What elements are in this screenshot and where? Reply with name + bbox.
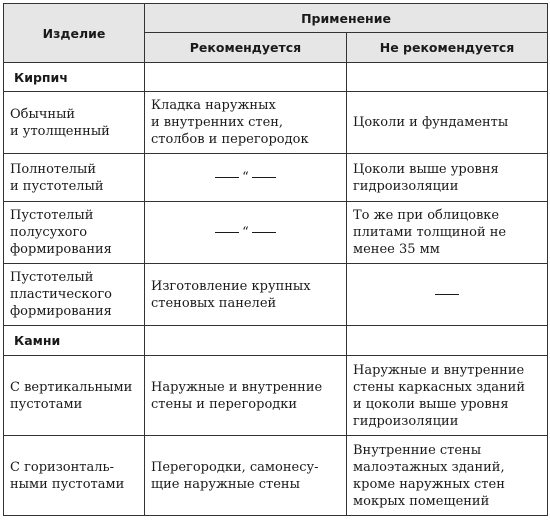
- product-cell: Пустотелый пластического формирования: [4, 264, 145, 326]
- product-cell: Обычный и утолщенный: [4, 92, 145, 154]
- table-row: [4, 264, 548, 326]
- recommended-cell: [145, 154, 347, 202]
- recommended-cell: Перегородки, самонесу- щие наружные стены: [145, 436, 347, 516]
- table-row: [4, 92, 548, 154]
- section-row-stones: [4, 326, 548, 356]
- dash-mark: [252, 177, 276, 178]
- header-not-recommended: Не рекомендуется: [347, 33, 548, 63]
- header-product: Изделие: [4, 4, 145, 63]
- section-brick: Кирпич: [4, 63, 145, 92]
- recommended-cell: Кладка наружных и внутренних стен, столбов и перегородок: [145, 92, 347, 154]
- dash-mark: [215, 177, 239, 178]
- brick-stone-application-table: [3, 3, 548, 516]
- product-cell: С вертикальными пустотами: [4, 356, 145, 436]
- ditto-mark: “: [242, 225, 249, 240]
- recommended-cell: Наружные и внутренние стены и перегородки: [145, 356, 347, 436]
- ditto-mark: “: [242, 170, 249, 185]
- table-row: [4, 202, 548, 264]
- product-cell: С горизонталь- ными пустотами: [4, 436, 145, 516]
- product-cell: Пустотелый полусухого формирования: [4, 202, 145, 264]
- product-cell: Полнотелый и пустотелый: [4, 154, 145, 202]
- recommended-cell: [145, 202, 347, 264]
- table-row: [4, 154, 548, 202]
- dash-mark: [252, 232, 276, 233]
- table-row: [4, 436, 548, 516]
- not-recommended-cell: Цоколи выше уровня гидроизоляции: [347, 154, 548, 202]
- dash-mark: [435, 294, 459, 295]
- not-recommended-cell: Наружные и внутренние стены каркасных зданий и цоколи выше уровня гидроизоляции: [347, 356, 548, 436]
- table-row: [4, 356, 548, 436]
- section-row-brick: [4, 63, 548, 92]
- header-recommended: Рекомендуется: [145, 33, 347, 63]
- header-row-1: [4, 4, 548, 33]
- header-application: Применение: [145, 4, 548, 33]
- not-recommended-cell: То же при облицовке плитами толщиной не менее 35 мм: [347, 202, 548, 264]
- not-recommended-cell: Внутренние стены малоэтажных зданий, кроме наружных стен мокрых помещений: [347, 436, 548, 516]
- not-recommended-cell: Цоколи и фундаменты: [347, 92, 548, 154]
- section-stones: Камни: [4, 326, 145, 356]
- recommended-cell: Изготовление крупных стеновых панелей: [145, 264, 347, 326]
- dash-mark: [215, 232, 239, 233]
- not-recommended-cell: [347, 264, 548, 326]
